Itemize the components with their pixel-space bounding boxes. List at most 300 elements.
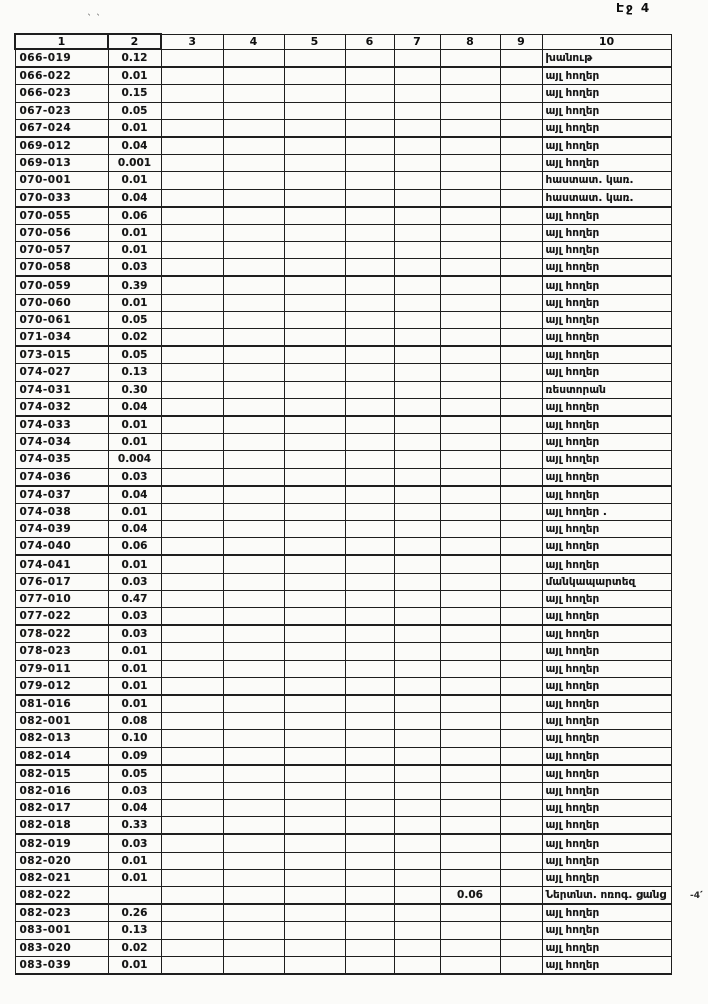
- empty-cell: [284, 538, 345, 556]
- empty-cell: [345, 276, 394, 294]
- column-header: 8: [440, 34, 500, 49]
- table-row: [15, 625, 671, 643]
- parcel-code-cell: 074-031: [15, 381, 108, 398]
- empty-cell: [345, 503, 394, 520]
- empty-cell: [223, 538, 284, 556]
- col8-value-cell: [440, 660, 500, 677]
- empty-cell: [223, 904, 284, 922]
- area-value-cell: [108, 887, 161, 905]
- empty-cell: [394, 119, 440, 137]
- empty-cell: [345, 939, 394, 956]
- area-value-cell: 0.03: [108, 782, 161, 799]
- land-use-cell: այլ հողեր: [542, 747, 671, 765]
- empty-cell: [345, 869, 394, 886]
- col8-value-cell: [440, 956, 500, 974]
- empty-cell: [223, 102, 284, 119]
- empty-cell: [345, 521, 394, 538]
- parcel-code-cell: 074-027: [15, 364, 108, 381]
- parcel-code-cell: 066-023: [15, 85, 108, 102]
- empty-cell: [161, 189, 223, 207]
- land-use-cell: այլ հողեր: [542, 939, 671, 956]
- area-value-cell: 0.08: [108, 713, 161, 730]
- empty-cell: [161, 834, 223, 852]
- empty-cell: [500, 817, 542, 835]
- column-header: 7: [394, 34, 440, 49]
- empty-cell: [500, 67, 542, 85]
- empty-cell: [223, 625, 284, 643]
- empty-cell: [345, 346, 394, 364]
- empty-cell: [223, 85, 284, 102]
- table-row: [15, 817, 671, 835]
- empty-cell: [284, 67, 345, 85]
- col8-value-cell: [440, 329, 500, 347]
- area-value-cell: 0.01: [108, 643, 161, 660]
- table-row: [15, 904, 671, 922]
- empty-cell: [394, 381, 440, 398]
- land-use-cell: հաստատ. կառ.: [542, 172, 671, 189]
- empty-cell: [394, 713, 440, 730]
- empty-cell: [284, 294, 345, 311]
- empty-cell: [161, 172, 223, 189]
- empty-cell: [223, 922, 284, 939]
- area-value-cell: 0.01: [108, 172, 161, 189]
- table-row: [15, 887, 671, 905]
- table-row: [15, 242, 671, 259]
- table-row: [15, 730, 671, 747]
- table-row: [15, 102, 671, 119]
- land-use-cell: այլ հողեր: [542, 242, 671, 259]
- table-row: [15, 398, 671, 416]
- empty-cell: [161, 765, 223, 783]
- empty-cell: [161, 207, 223, 225]
- empty-cell: [500, 695, 542, 713]
- empty-cell: [394, 172, 440, 189]
- parcel-code-cell: 069-012: [15, 137, 108, 155]
- col8-value-cell: [440, 939, 500, 956]
- empty-cell: [500, 276, 542, 294]
- table-row: [15, 49, 671, 67]
- parcel-code-cell: 074-033: [15, 416, 108, 434]
- empty-cell: [223, 242, 284, 259]
- table-row: [15, 434, 671, 451]
- empty-cell: [394, 869, 440, 886]
- empty-cell: [223, 817, 284, 835]
- empty-cell: [284, 329, 345, 347]
- table-row: [15, 224, 671, 241]
- empty-cell: [223, 695, 284, 713]
- empty-cell: [223, 434, 284, 451]
- col8-value-cell: [440, 869, 500, 886]
- land-use-cell: այլ հողեր: [542, 625, 671, 643]
- empty-cell: [394, 155, 440, 172]
- empty-cell: [394, 730, 440, 747]
- table-row: [15, 346, 671, 364]
- col8-value-cell: [440, 224, 500, 241]
- empty-cell: [223, 451, 284, 468]
- table-row: [15, 311, 671, 328]
- parcel-code-cell: 074-036: [15, 468, 108, 486]
- parcel-code-cell: 070-057: [15, 242, 108, 259]
- empty-cell: [161, 503, 223, 520]
- empty-cell: [345, 852, 394, 869]
- empty-cell: [394, 765, 440, 783]
- area-value-cell: 0.01: [108, 956, 161, 974]
- land-use-cell: այլ հողեր: [542, 643, 671, 660]
- empty-cell: [161, 521, 223, 538]
- handwritten-margin-mark: -4՛: [690, 891, 703, 901]
- empty-cell: [500, 329, 542, 347]
- scan-stray-mark: ՝ ՝: [88, 14, 102, 24]
- empty-cell: [500, 311, 542, 328]
- empty-cell: [223, 294, 284, 311]
- empty-cell: [345, 677, 394, 695]
- empty-cell: [161, 939, 223, 956]
- empty-cell: [161, 643, 223, 660]
- table-row: [15, 713, 671, 730]
- land-use-cell: այլ հողեր: [542, 730, 671, 747]
- empty-cell: [500, 782, 542, 799]
- col8-value-cell: [440, 800, 500, 817]
- empty-cell: [284, 730, 345, 747]
- empty-cell: [223, 346, 284, 364]
- empty-cell: [284, 503, 345, 520]
- empty-cell: [161, 49, 223, 67]
- col8-value-cell: [440, 713, 500, 730]
- empty-cell: [394, 49, 440, 67]
- empty-cell: [161, 625, 223, 643]
- parcel-code-cell: 070-060: [15, 294, 108, 311]
- empty-cell: [284, 364, 345, 381]
- empty-cell: [284, 85, 345, 102]
- empty-cell: [161, 398, 223, 416]
- parcel-code-cell: 074-037: [15, 486, 108, 504]
- empty-cell: [394, 102, 440, 119]
- table-row: [15, 765, 671, 783]
- empty-cell: [345, 695, 394, 713]
- table-row: [15, 155, 671, 172]
- empty-cell: [223, 834, 284, 852]
- col8-value-cell: [440, 468, 500, 486]
- table-row: [15, 381, 671, 398]
- area-value-cell: 0.01: [108, 434, 161, 451]
- land-use-cell: այլ հողեր: [542, 259, 671, 277]
- col8-value-cell: [440, 817, 500, 835]
- empty-cell: [394, 800, 440, 817]
- empty-cell: [223, 869, 284, 886]
- empty-cell: [394, 887, 440, 905]
- empty-cell: [500, 573, 542, 590]
- empty-cell: [284, 137, 345, 155]
- empty-cell: [394, 939, 440, 956]
- table-row: [15, 939, 671, 956]
- empty-cell: [284, 398, 345, 416]
- empty-cell: [345, 590, 394, 607]
- empty-cell: [223, 311, 284, 328]
- empty-cell: [394, 521, 440, 538]
- land-use-cell: Ներտնտ. ոռոգ. ցանց: [542, 887, 671, 905]
- area-value-cell: 0.03: [108, 468, 161, 486]
- empty-cell: [500, 800, 542, 817]
- empty-cell: [500, 956, 542, 974]
- empty-cell: [223, 398, 284, 416]
- empty-cell: [161, 887, 223, 905]
- col8-value-cell: [440, 189, 500, 207]
- empty-cell: [223, 329, 284, 347]
- area-value-cell: 0.03: [108, 608, 161, 626]
- land-use-cell: այլ հողեր: [542, 102, 671, 119]
- parcel-code-cell: 082-014: [15, 747, 108, 765]
- empty-cell: [161, 329, 223, 347]
- parcel-code-cell: 082-015: [15, 765, 108, 783]
- parcel-code-cell: 082-018: [15, 817, 108, 835]
- col8-value-cell: [440, 922, 500, 939]
- area-value-cell: 0.03: [108, 573, 161, 590]
- parcel-code-cell: 073-015: [15, 346, 108, 364]
- land-use-cell: այլ հողեր: [542, 713, 671, 730]
- parcel-code-cell: 082-023: [15, 904, 108, 922]
- col8-value-cell: 0.06: [440, 887, 500, 905]
- land-use-cell: այլ հողեր: [542, 294, 671, 311]
- parcel-code-cell: 067-023: [15, 102, 108, 119]
- empty-cell: [284, 590, 345, 607]
- empty-cell: [284, 451, 345, 468]
- empty-cell: [161, 364, 223, 381]
- empty-cell: [394, 503, 440, 520]
- column-header: 3: [161, 34, 223, 49]
- col8-value-cell: [440, 852, 500, 869]
- col8-value-cell: [440, 67, 500, 85]
- table-row: [15, 573, 671, 590]
- land-use-cell: այլ հողեր: [542, 486, 671, 504]
- empty-cell: [284, 434, 345, 451]
- empty-cell: [394, 294, 440, 311]
- table-row: [15, 643, 671, 660]
- empty-cell: [284, 677, 345, 695]
- table-row: [15, 956, 671, 974]
- empty-cell: [161, 817, 223, 835]
- land-use-cell: այլ հողեր: [542, 521, 671, 538]
- land-use-cell: այլ հողեր: [542, 329, 671, 347]
- area-value-cell: 0.01: [108, 119, 161, 137]
- empty-cell: [161, 852, 223, 869]
- empty-cell: [394, 398, 440, 416]
- empty-cell: [284, 521, 345, 538]
- empty-cell: [500, 189, 542, 207]
- area-value-cell: 0.33: [108, 817, 161, 835]
- empty-cell: [394, 904, 440, 922]
- empty-cell: [500, 259, 542, 277]
- parcel-code-cell: 082-022: [15, 887, 108, 905]
- table-row: [15, 276, 671, 294]
- empty-cell: [500, 852, 542, 869]
- empty-cell: [223, 486, 284, 504]
- header-row: [15, 34, 671, 49]
- empty-cell: [223, 573, 284, 590]
- land-use-cell: այլ հողեր: [542, 119, 671, 137]
- empty-cell: [500, 49, 542, 67]
- empty-cell: [345, 155, 394, 172]
- empty-cell: [345, 643, 394, 660]
- empty-cell: [284, 346, 345, 364]
- column-header: 4: [223, 34, 284, 49]
- empty-cell: [161, 294, 223, 311]
- empty-cell: [223, 503, 284, 520]
- land-use-cell: այլ հողեր: [542, 695, 671, 713]
- parcel-code-cell: 082-021: [15, 869, 108, 886]
- parcel-code-cell: 083-001: [15, 922, 108, 939]
- empty-cell: [284, 259, 345, 277]
- empty-cell: [161, 346, 223, 364]
- parcel-code-cell: 070-056: [15, 224, 108, 241]
- table-row: [15, 486, 671, 504]
- empty-cell: [394, 922, 440, 939]
- empty-cell: [284, 869, 345, 886]
- area-value-cell: 0.01: [108, 416, 161, 434]
- column-header: 5: [284, 34, 345, 49]
- empty-cell: [223, 189, 284, 207]
- land-use-cell: այլ հողեր: [542, 590, 671, 607]
- area-value-cell: 0.26: [108, 904, 161, 922]
- area-value-cell: 0.12: [108, 49, 161, 67]
- empty-cell: [500, 939, 542, 956]
- col8-value-cell: [440, 259, 500, 277]
- empty-cell: [223, 49, 284, 67]
- land-use-cell: այլ հողեր: [542, 67, 671, 85]
- empty-cell: [284, 817, 345, 835]
- empty-cell: [223, 468, 284, 486]
- empty-cell: [284, 468, 345, 486]
- empty-cell: [345, 555, 394, 573]
- empty-cell: [284, 887, 345, 905]
- empty-cell: [345, 242, 394, 259]
- empty-cell: [223, 381, 284, 398]
- empty-cell: [345, 49, 394, 67]
- empty-cell: [345, 67, 394, 85]
- empty-cell: [161, 660, 223, 677]
- land-use-cell: այլ հողեր: [542, 922, 671, 939]
- empty-cell: [345, 782, 394, 799]
- table-row: [15, 329, 671, 347]
- empty-cell: [223, 677, 284, 695]
- area-value-cell: 0.01: [108, 224, 161, 241]
- empty-cell: [284, 747, 345, 765]
- table-row: [15, 521, 671, 538]
- parcel-code-cell: 066-022: [15, 67, 108, 85]
- empty-cell: [345, 329, 394, 347]
- empty-cell: [284, 695, 345, 713]
- empty-cell: [345, 119, 394, 137]
- empty-cell: [394, 573, 440, 590]
- empty-cell: [394, 346, 440, 364]
- empty-cell: [284, 904, 345, 922]
- empty-cell: [394, 364, 440, 381]
- empty-cell: [500, 660, 542, 677]
- land-use-cell: այլ հողեր: [542, 434, 671, 451]
- empty-cell: [394, 625, 440, 643]
- parcel-code-cell: 082-019: [15, 834, 108, 852]
- column-header: 1: [15, 34, 108, 49]
- empty-cell: [223, 939, 284, 956]
- empty-cell: [500, 904, 542, 922]
- area-value-cell: 0.06: [108, 207, 161, 225]
- empty-cell: [500, 416, 542, 434]
- empty-cell: [345, 189, 394, 207]
- empty-cell: [345, 922, 394, 939]
- empty-cell: [161, 869, 223, 886]
- empty-cell: [345, 364, 394, 381]
- area-value-cell: 0.05: [108, 346, 161, 364]
- area-value-cell: 0.47: [108, 590, 161, 607]
- empty-cell: [394, 451, 440, 468]
- table-row: [15, 172, 671, 189]
- land-use-cell: այլ հողեր: [542, 677, 671, 695]
- land-use-cell: այլ հողեր: [542, 817, 671, 835]
- empty-cell: [394, 538, 440, 556]
- empty-cell: [394, 486, 440, 504]
- parcel-code-cell: 077-010: [15, 590, 108, 607]
- table-row: [15, 590, 671, 607]
- empty-cell: [161, 155, 223, 172]
- empty-cell: [345, 381, 394, 398]
- empty-cell: [161, 608, 223, 626]
- table-row: [15, 677, 671, 695]
- area-value-cell: 0.05: [108, 102, 161, 119]
- empty-cell: [500, 155, 542, 172]
- table-row: [15, 852, 671, 869]
- empty-cell: [500, 119, 542, 137]
- empty-cell: [284, 555, 345, 573]
- parcel-code-cell: 074-038: [15, 503, 108, 520]
- empty-cell: [161, 468, 223, 486]
- empty-cell: [161, 695, 223, 713]
- parcel-code-cell: 069-013: [15, 155, 108, 172]
- land-use-cell: հաստատ. կառ.: [542, 189, 671, 207]
- table-row: [15, 503, 671, 520]
- empty-cell: [161, 730, 223, 747]
- parcel-code-cell: 067-024: [15, 119, 108, 137]
- empty-cell: [223, 765, 284, 783]
- empty-cell: [500, 503, 542, 520]
- col8-value-cell: [440, 381, 500, 398]
- empty-cell: [500, 468, 542, 486]
- col8-value-cell: [440, 242, 500, 259]
- empty-cell: [284, 800, 345, 817]
- table-row: [15, 660, 671, 677]
- area-value-cell: 0.04: [108, 486, 161, 504]
- empty-cell: [284, 119, 345, 137]
- empty-cell: [394, 224, 440, 241]
- empty-cell: [223, 259, 284, 277]
- empty-cell: [161, 677, 223, 695]
- col8-value-cell: [440, 207, 500, 225]
- land-use-cell: այլ հողեր: [542, 416, 671, 434]
- empty-cell: [345, 294, 394, 311]
- parcel-code-cell: 074-035: [15, 451, 108, 468]
- empty-cell: [345, 259, 394, 277]
- empty-cell: [500, 538, 542, 556]
- empty-cell: [223, 155, 284, 172]
- empty-cell: [500, 643, 542, 660]
- empty-cell: [345, 834, 394, 852]
- col8-value-cell: [440, 172, 500, 189]
- table-row: [15, 189, 671, 207]
- land-use-cell: այլ հողեր: [542, 85, 671, 102]
- empty-cell: [223, 67, 284, 85]
- col8-value-cell: [440, 398, 500, 416]
- col8-value-cell: [440, 416, 500, 434]
- empty-cell: [161, 311, 223, 328]
- empty-cell: [394, 677, 440, 695]
